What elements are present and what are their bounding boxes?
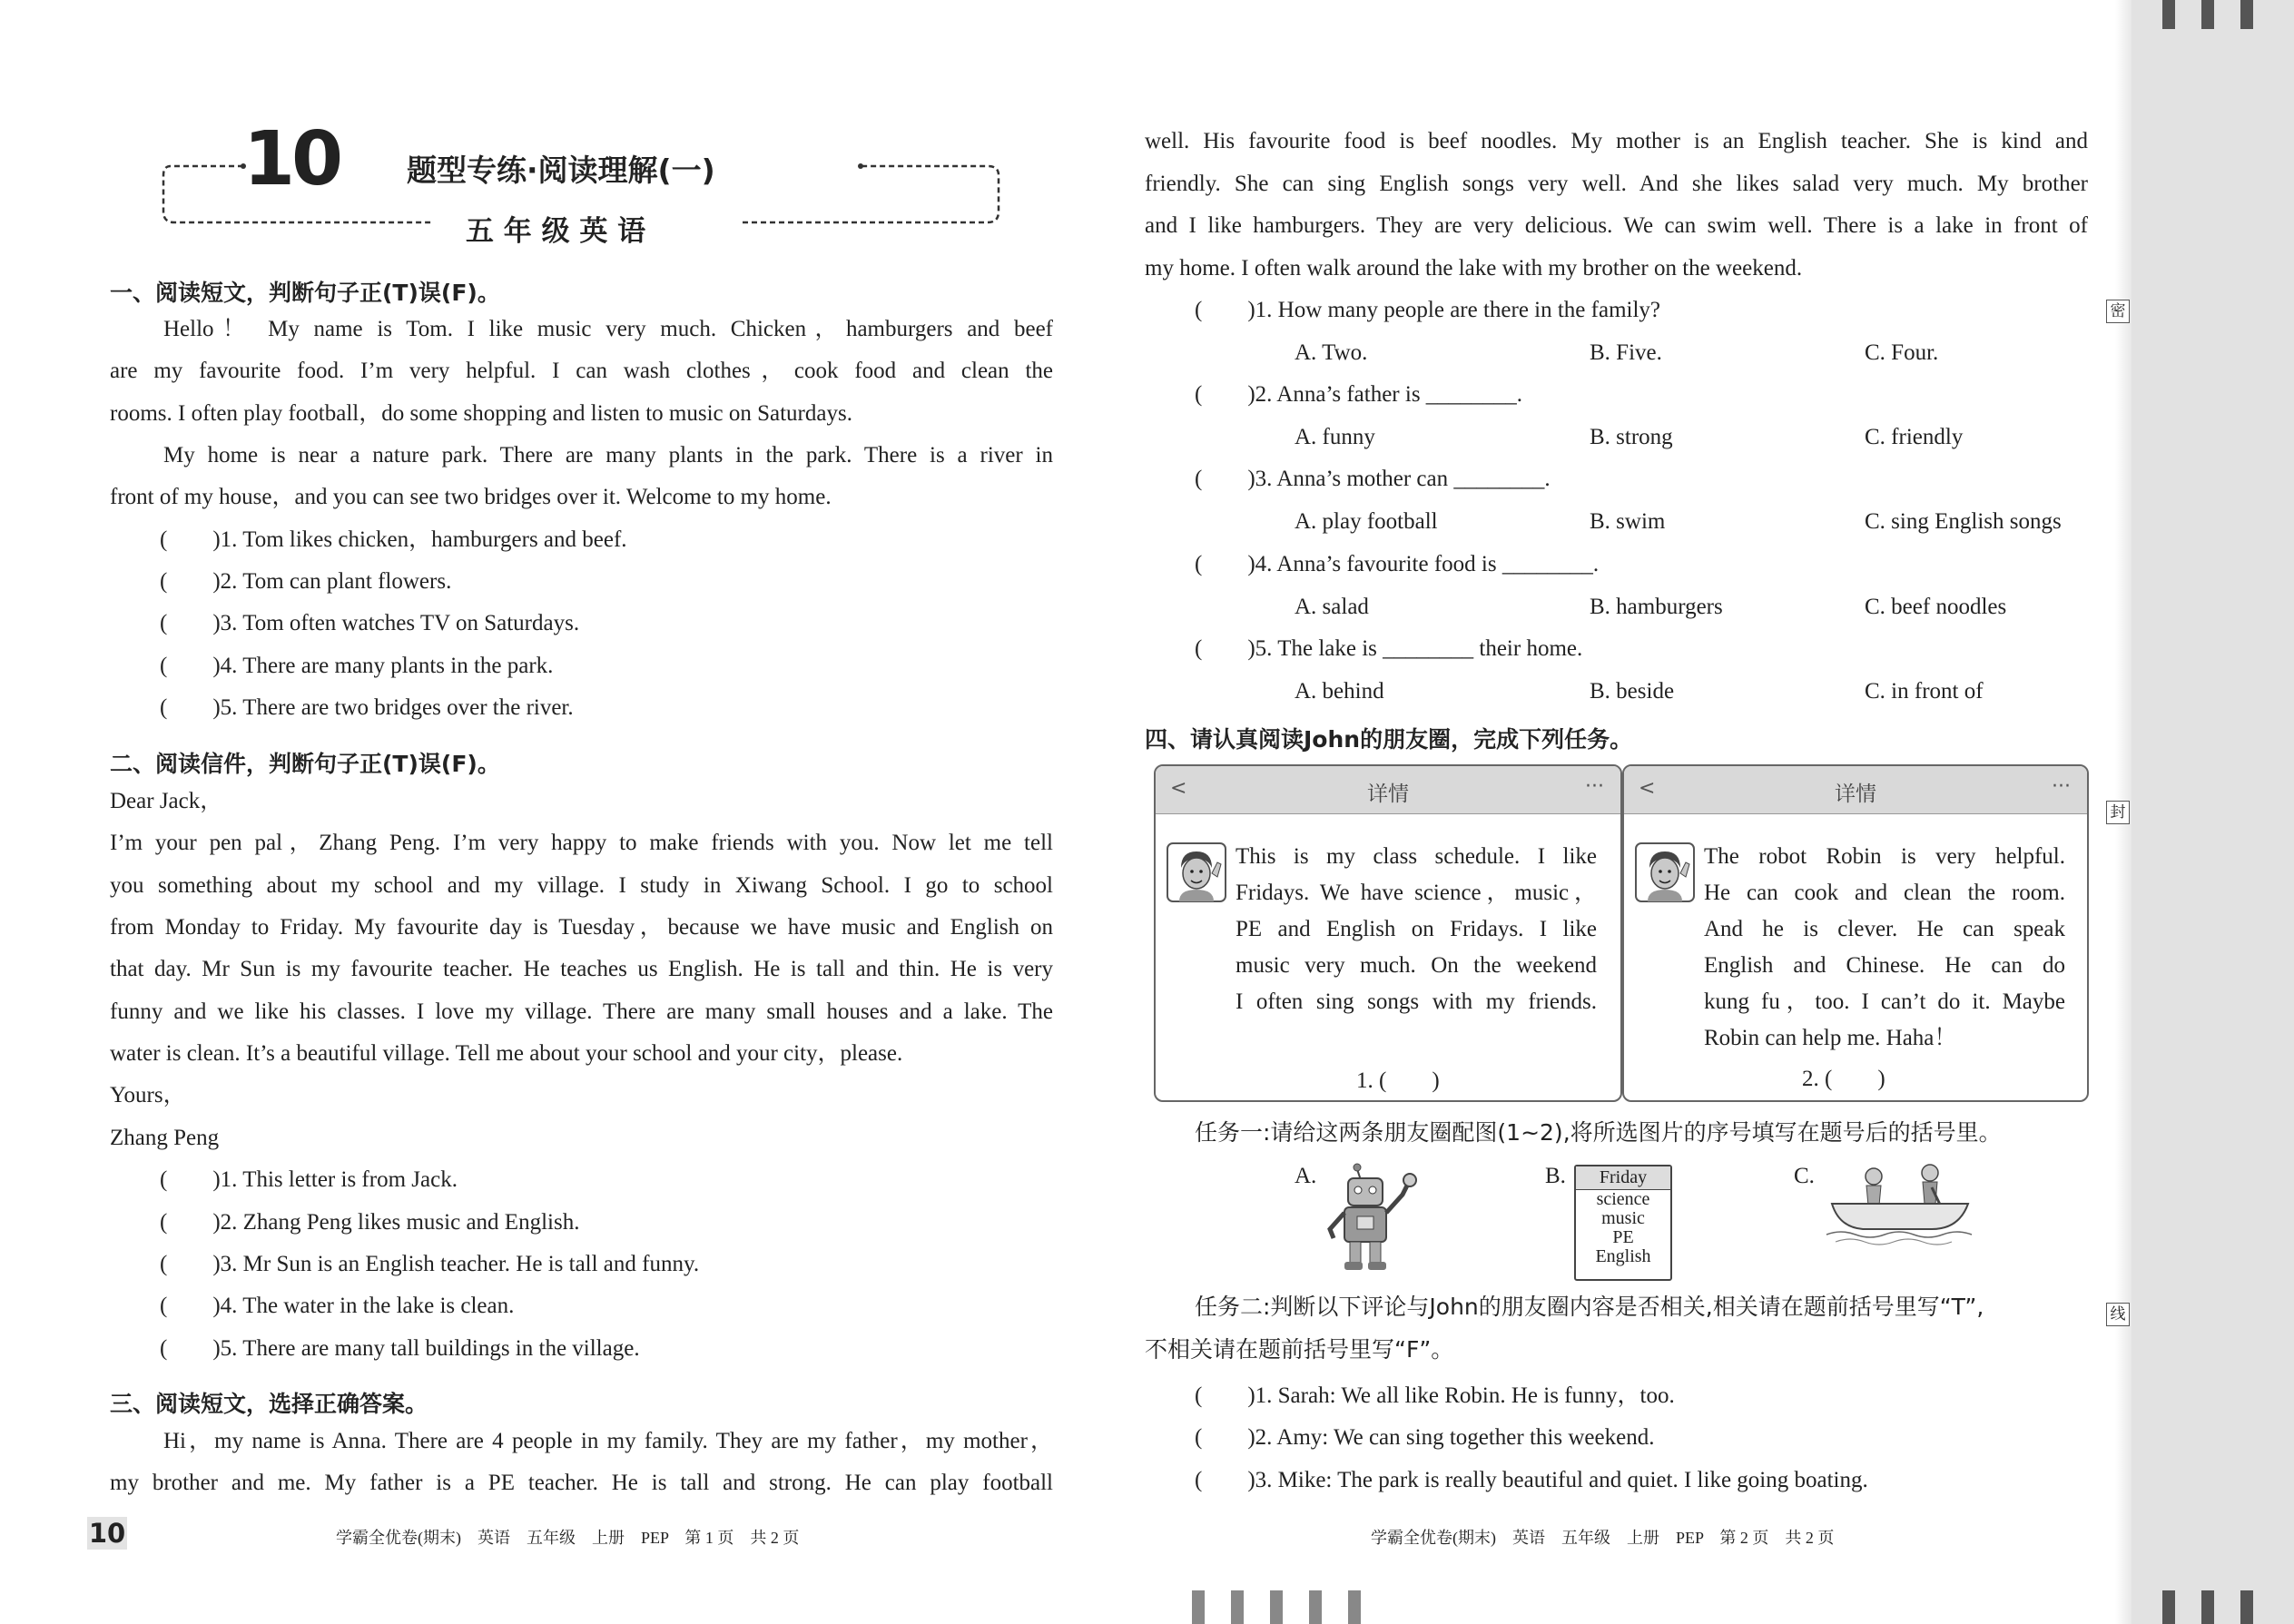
letter-line: funny and we like his classes. I love my village. There are many small houses and a lake. The	[110, 999, 1053, 1024]
option-a[interactable]: A. behind	[1295, 679, 1384, 704]
binding-mark	[2240, 1590, 2253, 1624]
option-a[interactable]: A. play football	[1295, 509, 1438, 534]
section1-question[interactable]: ( )3. Tom often watches TV on Saturdays.	[160, 611, 580, 635]
section1-heading: 一、阅读短文，判断句子正(T)误(F)。	[110, 280, 500, 306]
registration-mark	[1348, 1590, 1361, 1624]
section1-question[interactable]: ( )2. Tom can plant flowers.	[160, 569, 452, 594]
card-header	[1156, 766, 1620, 814]
registration-mark	[1231, 1590, 1244, 1624]
margin-mark-feng: 封	[2106, 801, 2130, 824]
task2-instruction: 不相关请在题前括号里写“F”。	[1145, 1336, 1454, 1363]
section3-question[interactable]: ( )1. How many people are there in the family?	[1195, 298, 1661, 322]
section1-line: Hello！ My name is Tom. I like music very much. Chicken，hamburgers and beef	[163, 317, 1053, 341]
letter-signature: Zhang Peng	[110, 1126, 220, 1150]
option-c[interactable]: C. Four.	[1865, 340, 1939, 365]
binding-mark	[2201, 0, 2214, 29]
option-a[interactable]: A. funny	[1295, 425, 1375, 449]
section1-line: are my favourite food. I’m very helpful. I can wash clothes，cook food and clean the	[110, 359, 1053, 383]
post-line: Robin can help me. Haha！	[1704, 1026, 1957, 1050]
section2-heading: 二、阅读信件，判断句子正(T)误(F)。	[110, 751, 500, 777]
more-icon[interactable]: ···	[1585, 775, 1604, 798]
boating-picture	[1823, 1162, 1977, 1248]
picture-label-b: B.	[1545, 1164, 1566, 1188]
schedule-subject: science	[1596, 1189, 1650, 1209]
option-b[interactable]: B. swim	[1590, 509, 1666, 534]
avatar	[1635, 842, 1695, 902]
section3-line: well. His favourite food is beef noodles. My mother is an English teacher. She is kind and	[1145, 129, 2088, 153]
moments-card	[1154, 764, 1622, 1102]
section2-question[interactable]: ( )1. This letter is from Jack.	[160, 1167, 458, 1192]
section3-line: and I like hamburgers. They are very delicious. We can swim well. There is a lake in front of	[1145, 213, 2088, 238]
binding-mark	[2240, 0, 2253, 29]
section4-question[interactable]: ( )3. Mike: The park is really beautiful and quiet. I like going boating.	[1195, 1468, 1868, 1492]
schedule-subject: PE	[1612, 1227, 1634, 1247]
option-b[interactable]: B. strong	[1590, 425, 1673, 449]
binding-mark	[2162, 0, 2175, 29]
post-line: kung fu，too. I can’t do it. Maybe	[1704, 989, 2065, 1014]
task2-instruction: 任务二:判断以下评论与John的朋友圈内容是否相关,相关请在题前括号里写“T”,	[1195, 1294, 1984, 1320]
letter-line: that day. Mr Sun is my favourite teacher. He teaches us English. He is tall and thin. He is very	[110, 957, 1053, 981]
post-line: And he is clever. He can speak	[1704, 917, 2065, 941]
schedule-picture	[1574, 1165, 1672, 1281]
unit-number: 10	[243, 116, 340, 202]
post-line: music very much. On the weekend	[1236, 953, 1597, 978]
schedule-day: Friday	[1576, 1166, 1670, 1190]
section3-line: my brother and me. My father is a PE teacher. He is tall and strong. He can play football	[110, 1471, 1053, 1495]
option-a[interactable]: A. Two.	[1295, 340, 1368, 365]
section1-line: front of my house，and you can see two bridges over it. Welcome to my home.	[110, 485, 832, 509]
back-icon[interactable]: <	[1170, 777, 1187, 800]
schedule-subject: English	[1595, 1246, 1651, 1266]
section1-line: My home is near a nature park. There are many plants in the park. There is a river in	[163, 443, 1053, 468]
binding-mark	[2201, 1590, 2214, 1624]
binding-strip	[2132, 0, 2294, 1624]
section3-heading: 三、阅读短文，选择正确答案。	[110, 1391, 428, 1417]
card-header	[1624, 766, 2087, 814]
section3-line: my home. I often walk around the lake with my brother on the weekend.	[1145, 256, 1803, 281]
registration-mark	[1309, 1590, 1322, 1624]
option-c[interactable]: C. in front of	[1865, 679, 1984, 704]
moments-card	[1622, 764, 2089, 1102]
post-line: English and Chinese. He can do	[1704, 953, 2065, 978]
letter-line: I’m your pen pal，Zhang Peng. I’m very happy to make friends with you. Now let me tell	[110, 831, 1053, 855]
section4-heading: 四、请认真阅读John的朋友圈，完成下列任务。	[1145, 726, 1633, 753]
margin-mark-xian: 线	[2106, 1303, 2130, 1326]
card-answer-blank[interactable]: 2. ( )	[1802, 1067, 1885, 1091]
page-subtitle: 五 年 级 英 语	[466, 215, 646, 248]
post-line: Fridays. We have science，music，	[1236, 881, 1597, 905]
robot-picture	[1321, 1162, 1430, 1275]
section1-line: rooms. I often play football，do some shopping and listen to music on Saturdays.	[110, 401, 852, 426]
footer-right: 学霸全优卷(期末) 英语 五年级 上册 PEP 第 2 页 共 2 页	[1371, 1529, 1835, 1547]
back-icon[interactable]: <	[1639, 777, 1656, 800]
section3-question[interactable]: ( )4. Anna’s favourite food is ________.	[1195, 552, 1600, 576]
picture-label-c: C.	[1794, 1164, 1815, 1188]
option-a[interactable]: A. salad	[1295, 595, 1369, 619]
more-icon[interactable]: ···	[2052, 775, 2071, 798]
section2-question[interactable]: ( )3. Mr Sun is an English teacher. He is tall and funny.	[160, 1252, 700, 1276]
section2-question[interactable]: ( )4. The water in the lake is clean.	[160, 1294, 515, 1318]
post-line: I often sing songs with my friends.	[1236, 989, 1597, 1014]
section4-question[interactable]: ( )1. Sarah: We all like Robin. He is funny，too.	[1195, 1383, 1675, 1408]
option-c[interactable]: C. friendly	[1865, 425, 1964, 449]
section2-question[interactable]: ( )2. Zhang Peng likes music and English.	[160, 1210, 580, 1235]
option-c[interactable]: C. beef noodles	[1865, 595, 2007, 619]
option-b[interactable]: B. hamburgers	[1590, 595, 1723, 619]
post-line: The robot Robin is very helpful.	[1704, 844, 2065, 869]
section4-question[interactable]: ( )2. Amy: We can sing together this weekend.	[1195, 1425, 1655, 1450]
page-number-badge: 10	[88, 1518, 126, 1549]
section1-question[interactable]: ( )5. There are two bridges over the river.	[160, 695, 574, 720]
footer-left: 学霸全优卷(期末) 英语 五年级 上册 PEP 第 1 页 共 2 页	[336, 1529, 800, 1547]
section3-question[interactable]: ( )5. The lake is ________ their home.	[1195, 636, 1583, 661]
letter-line: water is clean. It’s a beautiful village. Tell me about your school and your city，please.	[110, 1041, 903, 1066]
post-line: He can cook and clean the room.	[1704, 881, 2065, 905]
section1-question[interactable]: ( )4. There are many plants in the park.	[160, 654, 554, 678]
registration-mark	[1192, 1590, 1205, 1624]
page-title: 题型专练·阅读理解(一)	[407, 153, 715, 188]
card-title: 详情	[1835, 782, 1876, 806]
option-c[interactable]: C. sing English songs	[1865, 509, 2062, 534]
section3-line: Hi，my name is Anna. There are 4 people in my family. They are my father，my mother，	[163, 1429, 1053, 1453]
option-b[interactable]: B. beside	[1590, 679, 1675, 704]
section1-question[interactable]: ( )1. Tom likes chicken，hamburgers and beef.	[160, 527, 627, 552]
option-b[interactable]: B. Five.	[1590, 340, 1662, 365]
section3-line: friendly. She can sing English songs very well. And she likes salad very much. My brother	[1145, 172, 2088, 196]
letter-greeting: Dear Jack，	[110, 789, 223, 813]
schedule-subject: music	[1601, 1208, 1645, 1228]
binding-mark	[2162, 1590, 2175, 1624]
letter-line: you something about my school and my village. I study in Xiwang School. I go to school	[110, 873, 1053, 898]
post-line: This is my class schedule. I like	[1236, 844, 1597, 869]
letter-closing: Yours，	[110, 1083, 186, 1107]
margin-mark-mi: 密	[2106, 300, 2130, 323]
card-title: 详情	[1367, 782, 1409, 806]
section3-question[interactable]: ( )3. Anna’s mother can ________.	[1195, 467, 1551, 491]
task1-instruction: 任务一:请给这两条朋友圈配图(1~2),将所选图片的序号填写在题号后的括号里。	[1195, 1119, 2002, 1146]
card-answer-blank[interactable]: 1. ( )	[1356, 1068, 1440, 1093]
post-line: PE and English on Fridays. I like	[1236, 917, 1597, 941]
section2-question[interactable]: ( )5. There are many tall buildings in the village.	[160, 1336, 640, 1361]
picture-label-a: A.	[1295, 1164, 1317, 1188]
registration-mark	[1270, 1590, 1283, 1624]
letter-line: from Monday to Friday. My favourite day is Tuesday，because we have music and English on	[110, 915, 1053, 940]
section3-question[interactable]: ( )2. Anna’s father is ________.	[1195, 382, 1523, 407]
avatar	[1167, 842, 1226, 902]
